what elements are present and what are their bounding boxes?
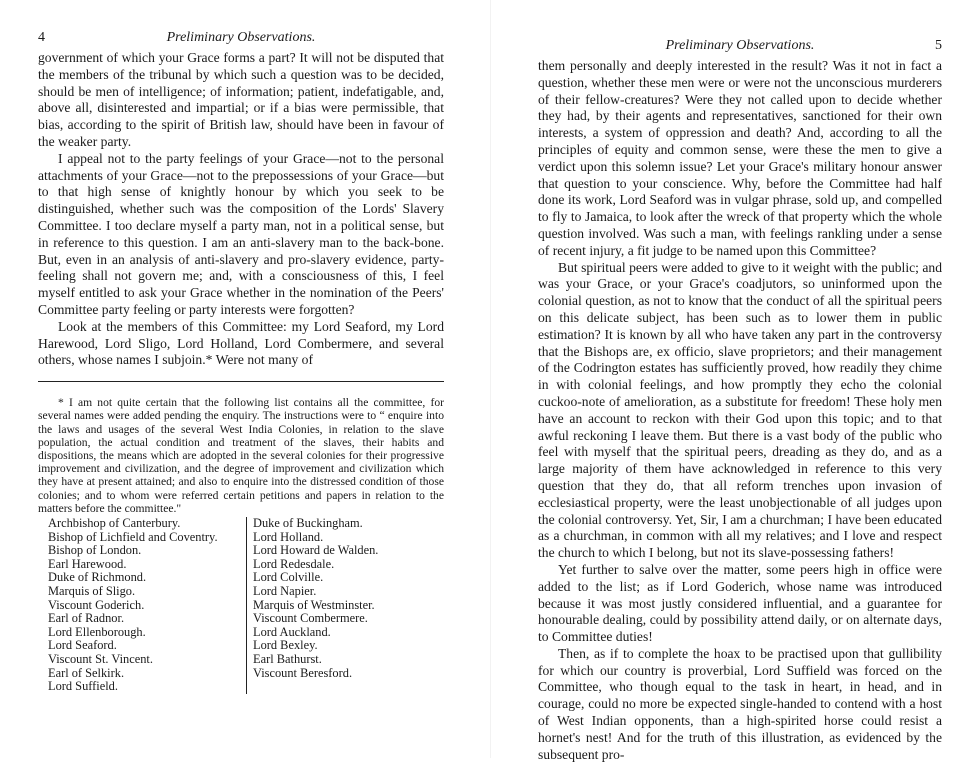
list-item: Marquis of Sligo. — [48, 583, 136, 598]
left-page-header — [38, 30, 444, 56]
list-item: Archbishop of Canterbury. — [48, 515, 181, 530]
list-item: Earl Bathurst. — [253, 651, 322, 666]
paragraph: them personally and deeply interested in the result? Was it not in fact a question, whether these men were or were not the unconscious murderers of their fellow-creatures? Were they not called upon to decide whether they had, by their agents and representatives, sanctioned for their own interests, a system of oppression and death? And, according to all the principles of equity and common sense, were these the men to give a verdict upon this solemn issue? Let your Grace's military honour answer that question to your conscience. Why, before the Committee had half done its work, Lord Seaford was in vulgar phrase, sold up, and compelled to fly to Jamaica, to look after the wreck of that property which the whole question involved. Was such a man, with feelings rankling under a sense of recent injury, a fit judge to be named upon this Committee? — [538, 58, 942, 258]
footnote-text: * I am not quite certain that the following list contains all the committee, for several names were added pending the enquiry. The instructions were to “ enquire into the laws and usages of the several West India Colonies, in relation to the slave population, the actual condition and treatment of the slaves, their habits and dispositions, the means which are adopted in the several colonies for their progressive improvement and civilization, and the degree of improvement and civilization which they have at present attained; and also to enquire into the distressed condition of those colonies; and to whom were referred certain petitions and papers in relation to the matters before the committee." — [38, 396, 444, 515]
left-body-text — [38, 50, 444, 369]
paragraph: Yet further to salve over the matter, some peers high in office were added to the list; as if Lord Goderich, whose name was introduced because it was most justly considered influential, and a guarantee for honourable dealing, could by possibility attend daily, or on alternate days, to Committee duties! — [538, 561, 942, 645]
right-page-header — [538, 38, 942, 62]
paragraph: Look at the members of this Committee: my Lord Seaford, my Lord Harewood, Lord Sligo, Lord Holland, Lord Combermere, and several others, whose names I subjoin.* Were not many of — [38, 318, 444, 368]
list-item: Lord Holland. — [253, 529, 324, 544]
list-item: Lord Auckland. — [253, 624, 331, 639]
paragraph: But spiritual peers were added to give to it weight with the public; and was your Grace, or your Grace's coadjutors, so uninformed upon the colonial question, as not to know that the conduct of all the spiritual peers on this delicate subject, has been such as to lower them in public estimation? It is known by all who have taken any part in the controversy that the Bishops are, ex officio, slave proprietors; and their management of the Codrington estates has sufficiently proved, how readily they chime in with colonial feelings, and how promptly they echo the colonial cuckoo-note of amelioration, as a substitute for freedom! These holy men have an account to reckon with their God upon this topic; and to that awful reckoning I leave them. But there is a vast body of the public who feel with myself that the spiritual peers, dreading as they do, and as a large majority of them have acknowledged in reference to this very question that they do, that all reform trenches upon invasion of ecclesiastical property, were the least unobjectionable of all judges upon the colonial controversy. Yet, Sir, I am a churchman; I have been educated as a churchman, in common with all my relatives; and I love and respect the church to which I belong, but not its slave-possessing fathers! — [538, 259, 942, 561]
list-item: Lord Colville. — [253, 570, 324, 585]
list-item: Lord Howard de Walden. — [253, 543, 379, 558]
list-item: Lord Ellenborough. — [48, 624, 146, 639]
committee-list-column-1 — [38, 517, 246, 694]
committee-list-column-2 — [246, 517, 433, 694]
left-page-number: 4 — [38, 30, 45, 45]
right-page-number: 5 — [935, 38, 942, 53]
list-item: Bishop of London. — [48, 543, 142, 558]
list-item: Viscount Goderich. — [48, 597, 145, 612]
list-item: Lord Seaford. — [48, 638, 117, 653]
list-item: Bishop of Lichfield and Coventry. — [48, 529, 218, 544]
list-item: Earl Harewood. — [48, 556, 127, 571]
list-item: Earl of Selkirk. — [48, 665, 125, 680]
paragraph: Then, as if to complete the hoax to be practised upon that gullibility for which our country is proverbial, Lord Suffield was forced on the Committee, who though equal to the task in heart, in head, and in courage, could no more be expected single-handed to contend with a host of West Indian opponents, than a high-spirited horse could resist a hornet's nest! And for the truth of this illustration, as evidenced by the subsequent pro- — [538, 645, 942, 762]
right-running-head: Preliminary Observations. — [665, 38, 815, 53]
list-item: Earl of Radnor. — [48, 611, 125, 626]
gutter — [490, 0, 491, 758]
right-page — [538, 0, 942, 763]
list-item: Duke of Richmond. — [48, 570, 147, 585]
list-item: Lord Bexley. — [253, 638, 318, 653]
list-item: Lord Redesdale. — [253, 556, 335, 571]
list-item: Viscount Combermere. — [253, 611, 368, 626]
footnote-rule — [38, 381, 444, 382]
committee-list — [38, 517, 444, 694]
list-item: Duke of Buckingham. — [253, 515, 363, 530]
right-body-text — [538, 58, 942, 763]
list-item: Lord Suffield. — [48, 679, 118, 694]
list-item: Viscount St. Vincent. — [48, 651, 153, 666]
list-item: Viscount Beresford. — [253, 665, 353, 680]
list-item: Marquis of Westminster. — [253, 597, 375, 612]
left-running-head: Preliminary Observations. — [166, 30, 316, 45]
paragraph: I appeal not to the party feelings of your Grace—not to the personal attachments of your Grace—not to the prepossessions of your Grace—but to that high sense of knightly honour by which you seek to be distinguished, whether such was the composition of the Lords' Slavery Committee. I too declare myself a party man, not in a political sense, but in reference to this question. I am an anti-slavery man to the back-bone. But, even in an analysis of anti-slavery and pro-slavery evidence, party-feeling shall not govern me; and, with a consciousness of this, I feel myself entitled to ask your Grace whether in the nomination of the Peers' Committee party feeling or party interests were forgotten? — [38, 150, 444, 317]
left-page — [38, 0, 444, 694]
paragraph: government of which your Grace forms a part? It will not be disputed that the members of the tribunal by which such a question was to be decided, should be men of intelligence; of information; patient, indefatigable, and, above all, disinterested and impartial; or if a bias were permissible, that bias, according to the spirit of British law, should have been in favour of the weaker party. — [38, 50, 444, 149]
list-item: Lord Napier. — [253, 583, 317, 598]
